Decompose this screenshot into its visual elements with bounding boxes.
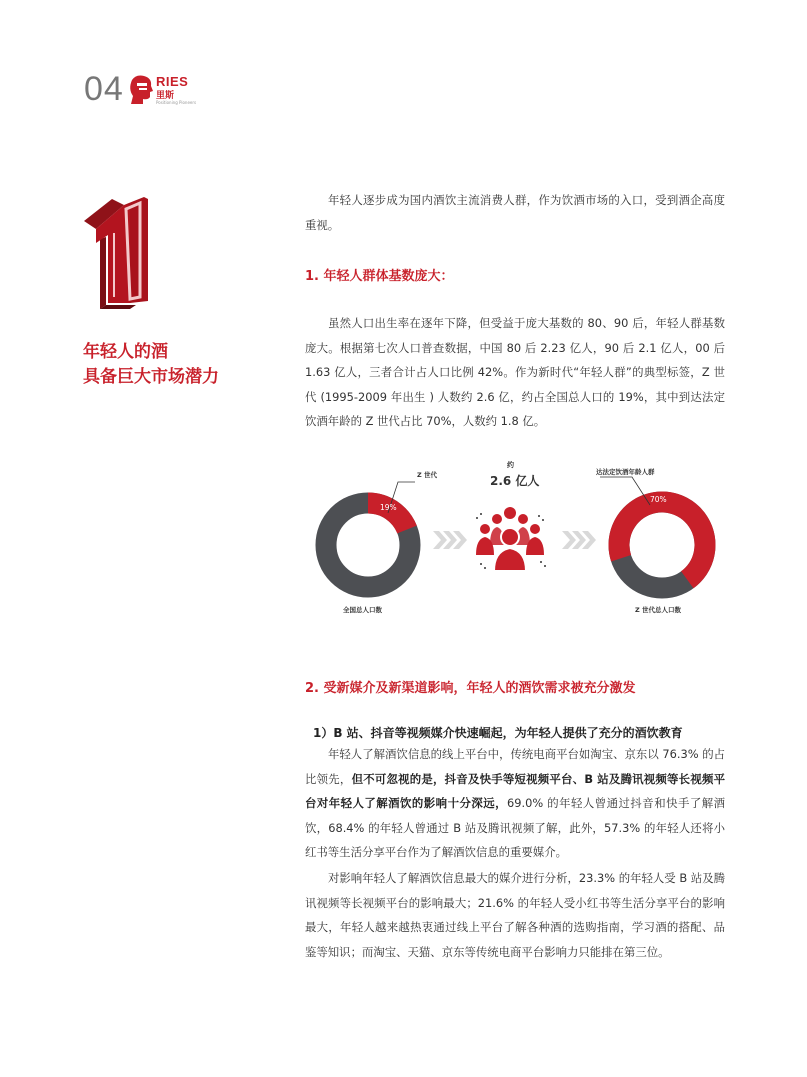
right-callout-label: 达法定饮酒年龄人群 — [596, 468, 655, 476]
video-media-text-2: 69.0% 的年轻人曾通过抖音和快手了解酒饮，68.4% 的年轻人曾通过 B 站及腾讯视频了解，此外，57.3% 的年轻人还将小红书等生活分享平台作为了解酒饮信息的重要媒介。 — [305, 796, 725, 860]
intro-paragraph: 年轻人逐步成为国内酒饮主流消费人群，作为饮酒市场的入口，受到酒企高度重视。 — [305, 193, 725, 232]
heading-young-population: 1. 年轻人群体基数庞大： — [305, 269, 454, 284]
profile-head-icon — [128, 74, 154, 104]
logo-chinese-name: 里斯 — [156, 91, 175, 101]
center-count-label: 2.6 亿人 — [490, 474, 540, 488]
left-percent-label: 19% — [380, 503, 397, 512]
left-chevrons-icon — [433, 531, 467, 549]
section-title-line1: 年轻人的酒 — [83, 342, 168, 362]
heading-new-media: 2. 受新媒介及新渠道影响，年轻人的酒饮需求被充分激发 — [305, 681, 636, 696]
section-title-line2: 具备巨大市场潜力 — [83, 367, 219, 387]
right-caption: Z 世代总人口数 — [635, 606, 681, 614]
ries-logo — [128, 72, 208, 108]
section-number-graphic — [80, 193, 155, 311]
video-media-text-1: 年轻人了解酒饮信息的线上平台中，传统电商平台如淘宝、京东以 76.3% 的占比领先， — [305, 747, 725, 786]
population-infographic — [300, 455, 730, 630]
right-percent-label: 70% — [650, 495, 667, 504]
video-media-text-bold: 但不可忽视的是，抖音及快手等短视频平台、B 站及腾讯视频等长视频平台对年轻人了解酒饮的影响十分深远， — [305, 771, 725, 811]
section-title — [83, 340, 283, 390]
center-approx-label: 约 — [507, 461, 514, 469]
video-media-paragraph — [305, 742, 725, 865]
subheading-video-media: 1）B 站、抖音等视频媒介快速崛起，为年轻人提供了充分的酒饮教育 — [313, 726, 683, 740]
logo-name: RIES — [156, 74, 189, 89]
page-number: 04 — [84, 70, 124, 108]
people-group-icon — [476, 507, 544, 571]
logo-tagline: Positioning Pioneers — [156, 100, 197, 105]
left-callout-label: Z 世代 — [417, 471, 437, 479]
left-caption: 全国总人口数 — [343, 606, 382, 614]
right-chevrons-icon — [562, 531, 596, 549]
media-influence-paragraph: 对影响年轻人了解酒饮信息最大的媒介进行分析，23.3% 的年轻人受 B 站及腾讯视频等长视频平台的影响最大；21.6% 的年轻人受小红书等生活分享平台的影响最大，年轻人越来越热衷通过线上平台了解各种酒的选购指南，学习酒的搭配、品鉴等知识；而淘宝、天猫、京东等传统电商平台影响力只能排在第三位。 — [305, 871, 725, 959]
section-number: 1 — [117, 273, 118, 274]
population-paragraph: 虽然人口出生率在逐年下降，但受益于庞大基数的 80、90 后，年轻人群基数庞大。根据第七次人口普查数据，中国 80 后 2.23 亿人，90 后 2.1 亿人，00 后 1.63 亿人，三者合计占人口比例 42%。作为新时代“年轻人群”的典型标签，Z 世代 (1995-2009 年出生 ) 人数约 2.6 亿，约占全国总人口的 19%，其中到达法定饮酒年龄的 Z 世代占比 70%，人数约 1.8 亿。 — [305, 316, 725, 429]
